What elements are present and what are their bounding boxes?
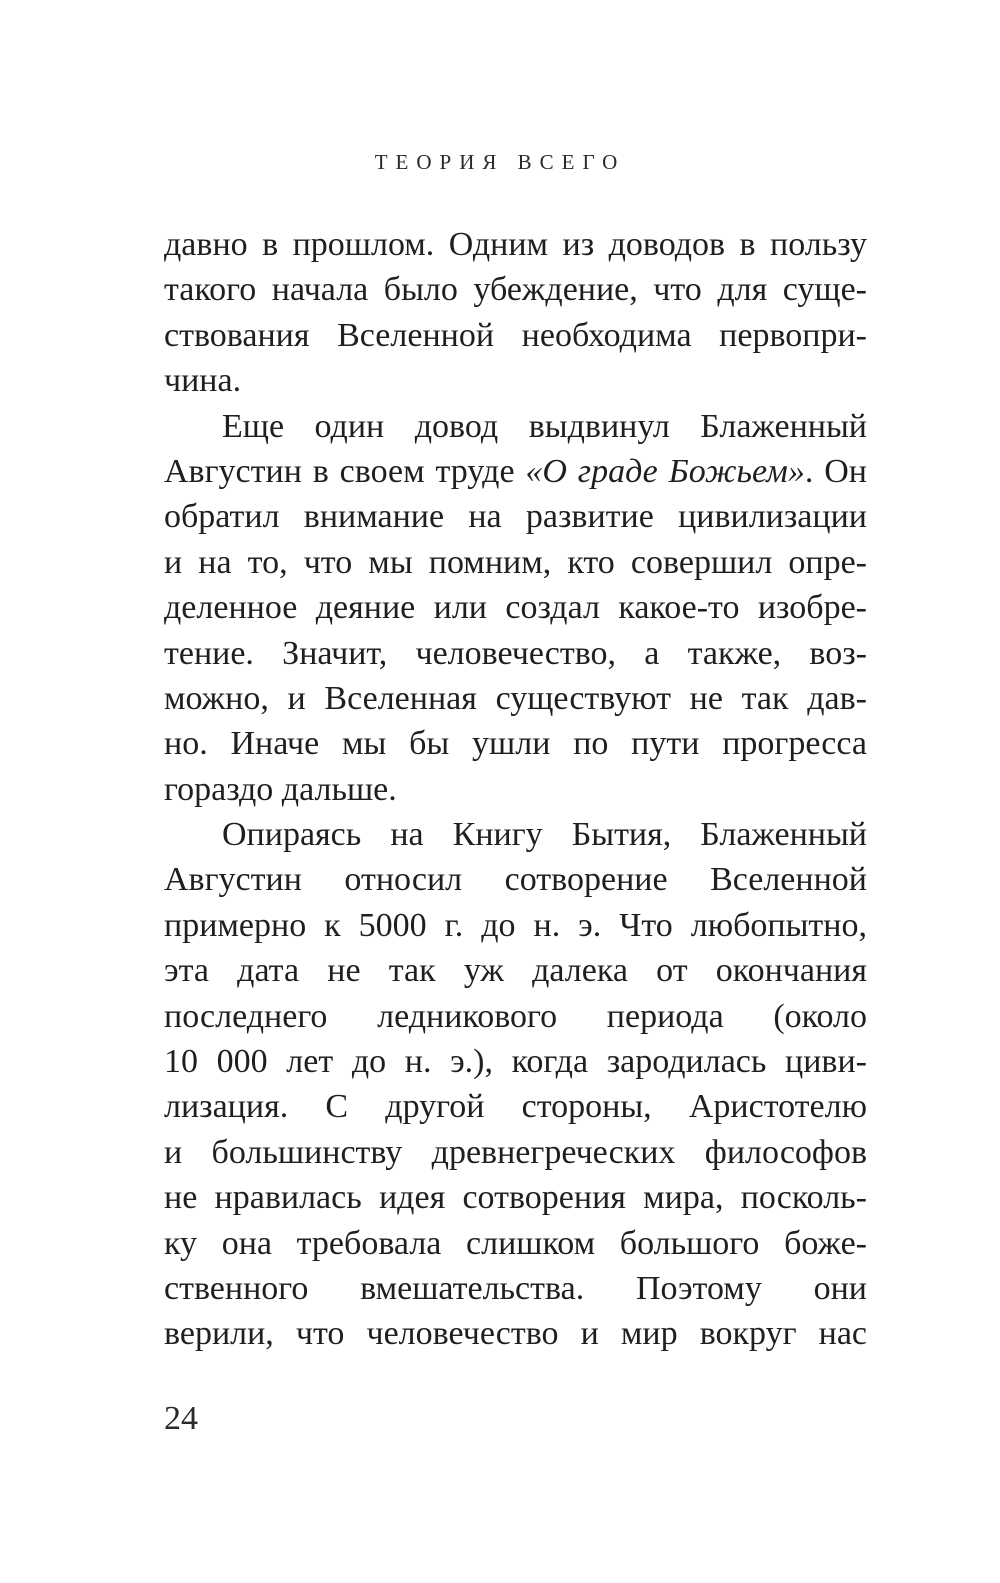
text-fragment: . Он <box>804 452 867 490</box>
text-line: тение. Значит, человечество, а также, воз- <box>164 634 867 672</box>
text-line: эта дата не так уж далека от окончания <box>164 952 867 990</box>
text-line: чина. <box>164 362 242 400</box>
page-number: 24 <box>164 1400 198 1437</box>
running-header: ТЕОРИЯ ВСЕГО <box>374 150 626 174</box>
text-line: деленное деяние или создал какое-то изобре- <box>164 589 867 627</box>
text-line: можно, и Вселенная существуют не так дав- <box>164 679 867 717</box>
text-line: Августин относил сотворение Вселенной <box>164 861 867 899</box>
text-line: но. Иначе мы бы ушли по пути прогресса <box>164 725 867 763</box>
text-line: последнего ледникового периода (около <box>164 997 867 1035</box>
text-line: и на то, что мы помним, кто совершил опре- <box>164 543 867 581</box>
text-line: такого начала было убеждение, что для суще- <box>164 271 867 309</box>
text-line: верили, что человечество и мир вокруг нас <box>164 1315 867 1353</box>
text-line: ственного вмешательства. Поэтому они <box>164 1269 867 1307</box>
body-text <box>164 222 867 1357</box>
text-fragment: Августин в своем труде <box>164 452 526 490</box>
text-line: Еще один довод выдвинул Блаженный <box>222 407 867 445</box>
text-line-with-title <box>164 449 867 494</box>
text-line: примерно к 5000 г. до н. э. Что любопытно, <box>164 906 867 944</box>
text-line: Опираясь на Книгу Бытия, Блаженный <box>222 816 867 854</box>
text-line: давно в прошлом. Одним из доводов в пользу <box>164 226 867 263</box>
text-line: ствования Вселенной необходима первопри- <box>164 316 867 354</box>
text-line: гораздо дальше. <box>164 770 397 808</box>
text-line: лизация. С другой стороны, Аристотелю <box>164 1088 867 1126</box>
text-line: и большинству древнегреческих философов <box>164 1133 867 1171</box>
book-title: «О граде Божьем» <box>525 452 805 490</box>
text-line: 10 000 лет до н. э.), когда зародилась циви- <box>164 1043 867 1081</box>
text-line: обратил внимание на развитие цивилизации <box>164 498 867 536</box>
text-line: не нравилась идея сотворения мира, посколь- <box>164 1179 867 1217</box>
text-line: ку она требовала слишком большого боже- <box>164 1224 867 1262</box>
